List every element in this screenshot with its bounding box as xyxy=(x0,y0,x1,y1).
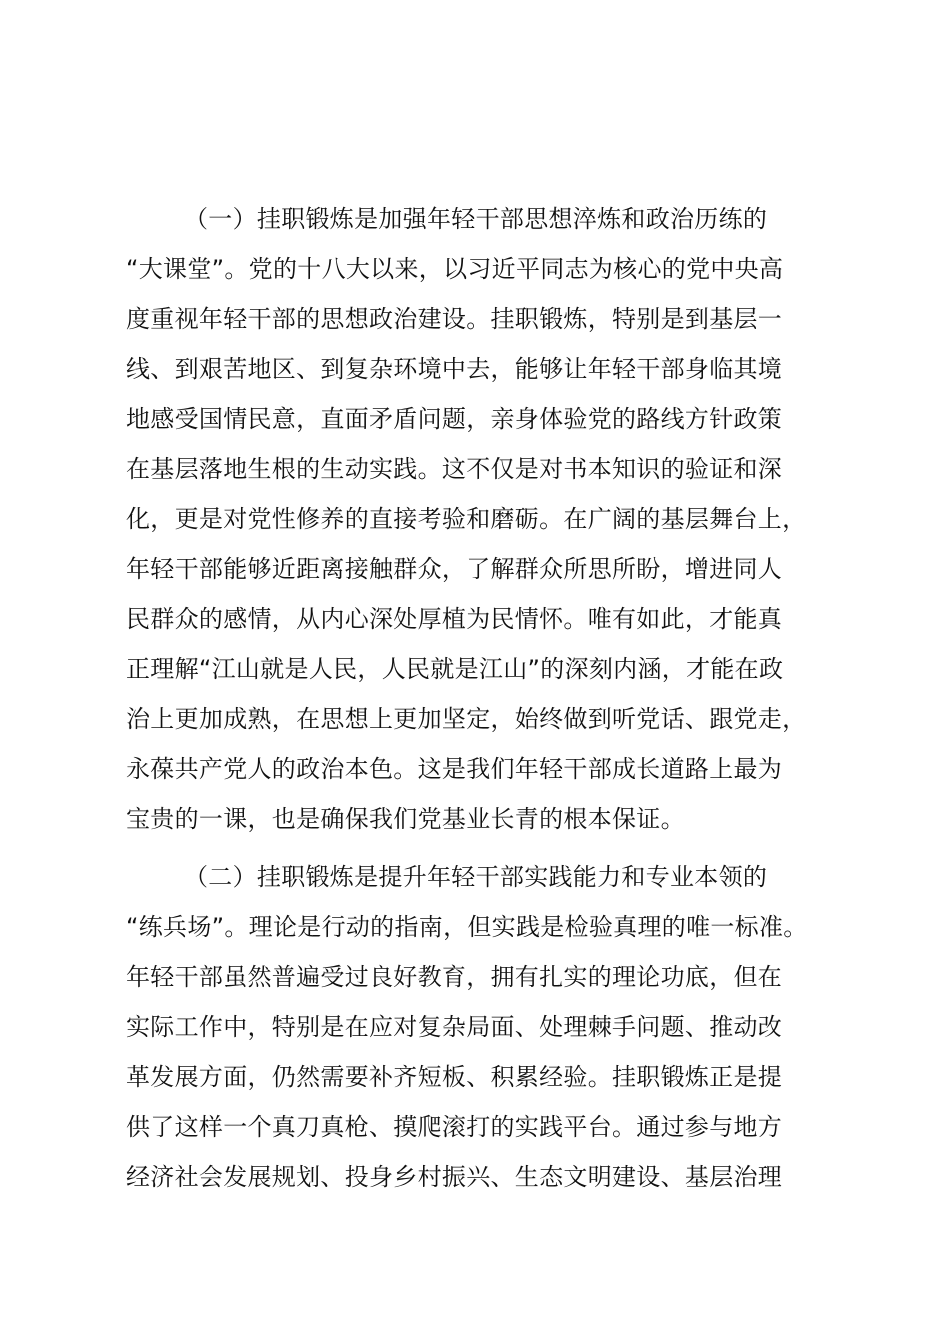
paragraph-1 xyxy=(126,194,826,844)
text-line: 线、到艰苦地区、到复杂环境中去，能够让年轻干部身临其境 xyxy=(126,355,783,383)
text-line: 供了这样一个真刀真枪、摸爬滚打的实践平台。通过参与地方 xyxy=(126,1113,783,1141)
text-line: 经济社会发展规划、投身乡村振兴、生态文明建设、基层治理 xyxy=(126,1163,783,1191)
text-line: 革发展方面，仍然需要补齐短板、积累经验。挂职锻炼正是提 xyxy=(126,1063,783,1091)
text-line: 民群众的感情，从内心深处厚植为民情怀。唯有如此，才能真 xyxy=(126,605,783,633)
text-line: 地感受国情民意，直面矛盾问题，亲身体验党的路线方针政策 xyxy=(126,405,783,433)
text-line: 年轻干部能够近距离接触群众，了解群众所思所盼，增进同人 xyxy=(126,555,783,583)
text-line: 在基层落地生根的生动实践。这不仅是对书本知识的验证和深 xyxy=(126,455,783,483)
text-line: 化，更是对党性修养的直接考验和磨砺。在广阔的基层舞台上， xyxy=(126,505,807,533)
text-line: （二）挂职锻炼是提升年轻干部实践能力和专业本领的 xyxy=(184,863,768,891)
text-line: “大课堂”。党的十八大以来，以习近平同志为核心的党中央高 xyxy=(126,255,784,283)
text-line: 宝贵的一课，也是确保我们党基业长青的根本保证。 xyxy=(126,805,685,833)
document-body xyxy=(126,194,826,1202)
text-line: 永葆共产党人的政治本色。这是我们年轻干部成长道路上最为 xyxy=(126,755,783,783)
text-line: 年轻干部虽然普遍受过良好教育，拥有扎实的理论功底，但在 xyxy=(126,963,783,991)
text-line: （一）挂职锻炼是加强年轻干部思想淬炼和政治历练的 xyxy=(184,205,768,233)
text-line: 实际工作中，特别是在应对复杂局面、处理棘手问题、推动改 xyxy=(126,1013,783,1041)
text-line: “练兵场”。理论是行动的指南，但实践是检验真理的唯一标准。 xyxy=(126,913,808,941)
paragraph-2 xyxy=(126,852,826,1202)
text-line: 正理解“江山就是人民，人民就是江山”的深刻内涵，才能在政 xyxy=(126,655,784,683)
text-line: 治上更加成熟，在思想上更加坚定，始终做到听党话、跟党走， xyxy=(126,705,807,733)
text-line: 度重视年轻干部的思想政治建设。挂职锻炼，特别是到基层一 xyxy=(126,305,783,333)
